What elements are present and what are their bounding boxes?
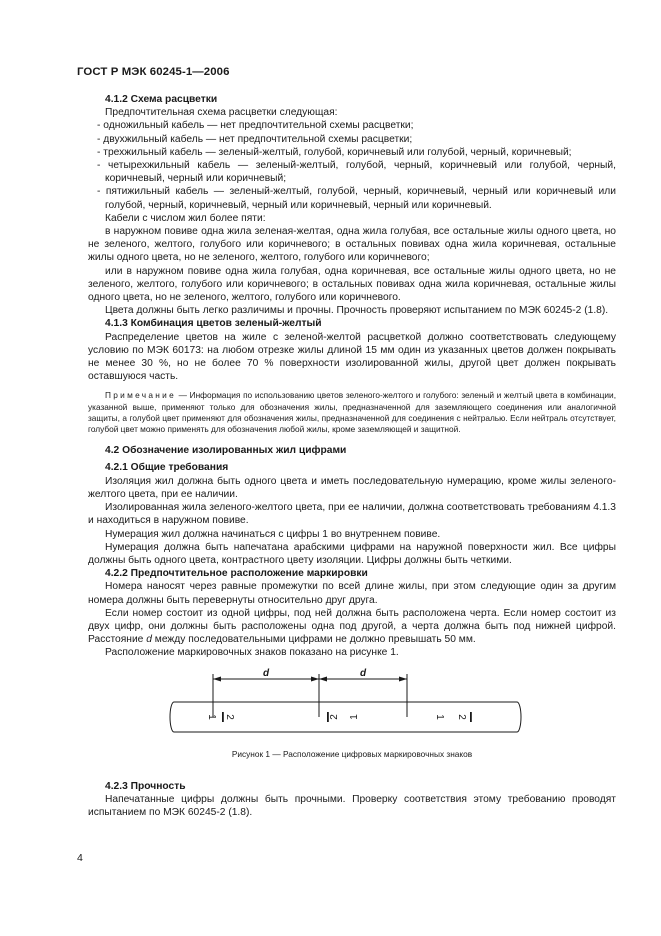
arrowhead [319,676,327,681]
text-run: Если номер состоит из одной цифры, под ней должна быть расположена черта. Если номер состоит из двух цифр, они должны быть расположены одна под другой, а черта должна быть под нижней цифрой. Расстояние [88,607,616,646]
arrowhead [399,676,407,681]
marking-digit: 1 [349,713,360,720]
paragraph: в наружном повиве одна жила зеленая-желтая, одна жила голубая, все остальные жилы одного цвета, но не зеленого, желтого, голубого или коричневого; в остальных повивах одна жила коричневая, остальные жилы одного цвета, но не зеленого, желтого, голубого или коричневого; [88,226,616,264]
figure-1 [88,668,616,780]
arrowhead [213,676,221,681]
paragraph: Нумерация жил должна начинаться с цифры 1 во внутреннем повиве. [105,528,441,540]
paragraph: Распределение цветов на жиле с зеленой-желтой расцветкой должно соответствовать следующему условию по МЭК 60173: на любом отрезке жилы длиной 15 мм один из указанных цветов должен покрывать не менее 30 %, но не более 70 % поверхности изолированной жилы, другой цвет должен покрывать оставшуюся часть. [88,331,616,383]
list-item: - четырехжильный кабель — зеленый-желтый, голубой, черный, коричневый или голубой, черный, коричневый, черный или коричневый; [97,160,616,185]
section-heading-4-2: 4.2 Обозначение изолированных жил цифрами [105,445,347,457]
section-heading-4-2-1: 4.2.1 Общие требования [105,462,229,474]
note-text: — Информация по использованию цветов зеленого-желтого и голубого: зеленый и желтый цвета в комбинации, указанной выше, применяют только для обозначения жилы, предназначенной для заземляющего соединения или аналогичной защиты, а голубой цвет применяют для обозначения жилы, предназначенной для соединения с нейтралью. Если нейтраль отсутствует, голубой цвет можно применять для обозначения любой жилы, кроме заземляющей и защитной. [88,390,616,435]
list-item: - пятижильный кабель — зеленый-желтый, голубой, черный, коричневый, черный или коричневый или голубой, черный, коричневый, черный или коричневый, черный или коричневый. [97,186,616,211]
dimension-label: d [262,667,270,679]
paragraph: Изоляция жил должна быть одного цвета и иметь последовательную нумерацию, кроме жилы зеленого-желтого цвета, при ее наличии. [88,475,616,500]
paragraph: Цвета должны быть легко различимы и прочны. Прочность проверяют испытанием по МЭК 60245-2 (1.8). [105,305,609,317]
paragraph: Предпочтительная схема расцветки следующая: [105,107,338,119]
document-header: ГОСТ Р МЭК 60245-1—2006 [77,66,230,78]
paragraph: Нумерация должна быть напечатана арабскими цифрами на наружной поверхности жил. Все цифры должны быть одного цвета, контрастного цвету изоляции. Цифры должны быть четкими. [88,541,616,566]
list-item: - трехжильный кабель — зеленый-желтый, голубой, коричневый или голубой, черный, коричневый; [97,146,572,158]
paragraph: Номера наносят через равные промежутки по всей длине жилы, при этом следующие один за другим номера должны быть перевернуты относительно друг друга. [88,581,616,606]
variable-d: d [146,634,152,646]
paragraph: или в наружном повиве одна жила голубая, одна коричневая, все остальные жилы одного цвета, но не зеленого, желтого, голубого или коричневого; в остальных повивах одна жила коричневая, остальные жилы одного цвета, но не зеленого, желтого, голубого или коричневого. [88,265,616,304]
paragraph: Расположение маркировочных знаков показано на рисунке 1. [105,647,399,659]
underline-bar [222,712,224,722]
marking-digit: 1 [434,713,445,720]
text-run: между последовательными цифрами не должно превышать 50 мм. [151,634,476,646]
list-item: - одножильный кабель — нет предпочтительной схемы расцветки; [97,120,414,132]
figure-caption: Рисунок 1 — Расположение цифровых маркировочных знаков [231,748,473,759]
note [88,390,616,435]
section-heading-4-2-3: 4.2.3 Прочность [105,780,186,792]
list-item: - двухжильный кабель — нет предпочтительной схемы расцветки; [97,133,413,145]
marking-diagram [88,668,616,748]
marking-digit: 2 [224,713,235,720]
dimension-label: d [359,667,367,679]
marking-digit: 1 [206,713,217,720]
paragraph [88,607,616,647]
section-heading-4-2-2: 4.2.2 Предпочтительное расположение маркировки [105,568,368,580]
section-heading-4-1-2: 4.1.2 Схема расцветки [105,94,218,105]
section-heading-4-1-3: 4.1.3 Комбинация цветов зеленый-желтый [105,318,322,330]
paragraph: Кабели с числом жил более пяти: [105,212,266,224]
paragraph: Напечатанные цифры должны быть прочными. Проверку соответствия этому требованию проводят испытанием по МЭК 60245-2 (1.8). [88,793,616,818]
page-number: 4 [77,852,83,864]
marking-digit: 2 [456,713,467,720]
document-body [88,93,616,819]
marking-digit: 2 [329,713,340,720]
paragraph: Изолированная жила зеленого-желтого цвета, при ее наличии, должна соответствовать требованиям 4.1.3 и находиться в наружном повиве. [88,502,616,527]
note-label: Примечание [105,390,177,401]
arrowhead [311,676,319,681]
underline-bar [470,712,472,722]
